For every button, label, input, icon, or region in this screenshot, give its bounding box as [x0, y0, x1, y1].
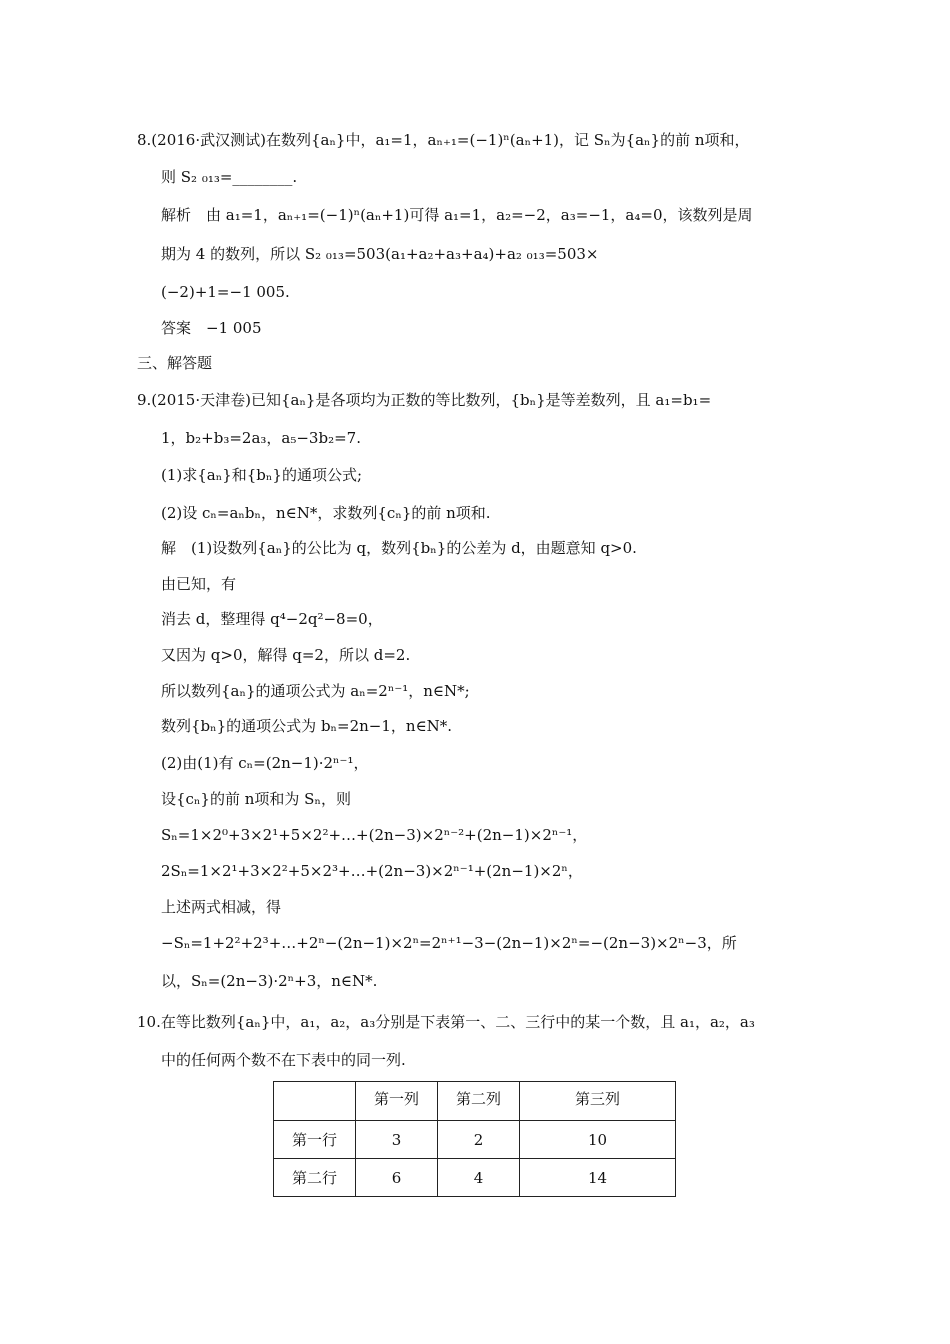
solution-line: 所以数列{aₙ}的通项公式为 aₙ=2ⁿ⁻¹，n∈N*;	[161, 682, 470, 700]
solution-line: 设{cₙ}的前 n项和为 Sₙ，则	[161, 790, 351, 808]
problem-8-analysis-cont: 期为 4 的数列，所以 S₂ ₀₁₃=503(a₁+a₂+a₃+a₄)+a₂ ₀₁₃=503×	[161, 245, 599, 263]
table-cell: 2	[438, 1121, 520, 1159]
problem-8-statement: 8.(2016·武汉测试)在数列{aₙ}中，a₁=1，aₙ₊₁=(−1)ⁿ(aₙ+1)，记 Sₙ为{aₙ}的前 n项和，	[137, 131, 750, 149]
problem-10-statement-cont: 中的任何两个数不在下表中的同一列.	[161, 1051, 406, 1069]
table-cell: 第一行	[274, 1121, 356, 1159]
solution-line: 由已知，有	[161, 575, 237, 593]
solution-line: 上述两式相减，得	[161, 898, 282, 916]
solution-line: Sₙ=1×2⁰+3×2¹+5×2²+…+(2n−3)×2ⁿ⁻²+(2n−1)×2ⁿ⁻¹，	[161, 826, 588, 844]
solution-line: 消去 d，整理得 q⁴−2q²−8=0，	[161, 610, 383, 628]
solution-line: 数列{bₙ}的通项公式为 bₙ=2n−1，n∈N*.	[161, 717, 453, 735]
section-heading: 三、解答题	[137, 354, 213, 372]
table-row	[274, 1159, 676, 1197]
table-row	[274, 1121, 676, 1159]
problem-9-part-1: (1)求{aₙ}和{bₙ}的通项公式;	[161, 466, 362, 484]
solution-line: (2)由(1)有 cₙ=(2n−1)·2ⁿ⁻¹，	[161, 754, 369, 772]
problem-8-analysis-end: (−2)+1=−1 005.	[161, 283, 290, 301]
table-header-row	[274, 1082, 676, 1121]
solution-line: 以，Sₙ=(2n−3)·2ⁿ+3，n∈N*.	[161, 972, 378, 990]
problem-8-analysis: 解析 由 a₁=1，aₙ₊₁=(−1)ⁿ(aₙ+1)可得 a₁=1，a₂=−2，a₃=−1，a₄=0，该数列是周	[161, 206, 753, 224]
table-header-cell: 第二列	[438, 1082, 520, 1121]
solution-line: −Sₙ=1+2²+2³+…+2ⁿ−(2n−1)×2ⁿ=2ⁿ⁺¹−3−(2n−1)×2ⁿ=−(2n−3)×2ⁿ−3，所	[161, 934, 737, 952]
table-header-cell: 第三列	[520, 1082, 676, 1121]
table-header-cell: 第一列	[356, 1082, 438, 1121]
table-cell: 4	[438, 1159, 520, 1197]
table-header-cell	[274, 1082, 356, 1121]
table-cell: 3	[356, 1121, 438, 1159]
problem-8-answer: 答案 −1 005	[161, 319, 262, 337]
problem-8-blank: 则 S₂ ₀₁₃=________.	[161, 168, 298, 186]
table-cell: 6	[356, 1159, 438, 1197]
data-table	[273, 1081, 676, 1197]
problem-9-statement: 9.(2015·天津卷)已知{aₙ}是各项均为正数的等比数列，{bₙ}是等差数列，且 a₁=b₁=	[137, 391, 712, 409]
problem-9-statement-cont: 1，b₂+b₃=2a₃，a₅−3b₂=7.	[161, 429, 361, 447]
problem-10-statement: 10.在等比数列{aₙ}中，a₁，a₂，a₃分别是下表第一、二、三行中的某一个数，且 a₁，a₂，a₃	[137, 1013, 755, 1031]
solution-line: 又因为 q>0，解得 q=2，所以 d=2.	[161, 646, 411, 664]
solution-line: 2Sₙ=1×2¹+3×2²+5×2³+…+(2n−3)×2ⁿ⁻¹+(2n−1)×2ⁿ，	[161, 862, 583, 880]
solution-line: 解 (1)设数列{aₙ}的公比为 q，数列{bₙ}的公差为 d，由题意知 q>0.	[161, 539, 637, 557]
table-cell: 10	[520, 1121, 676, 1159]
table-cell: 14	[520, 1159, 676, 1197]
table-cell: 第二行	[274, 1159, 356, 1197]
problem-9-part-2: (2)设 cₙ=aₙbₙ，n∈N*，求数列{cₙ}的前 n项和.	[161, 504, 491, 522]
